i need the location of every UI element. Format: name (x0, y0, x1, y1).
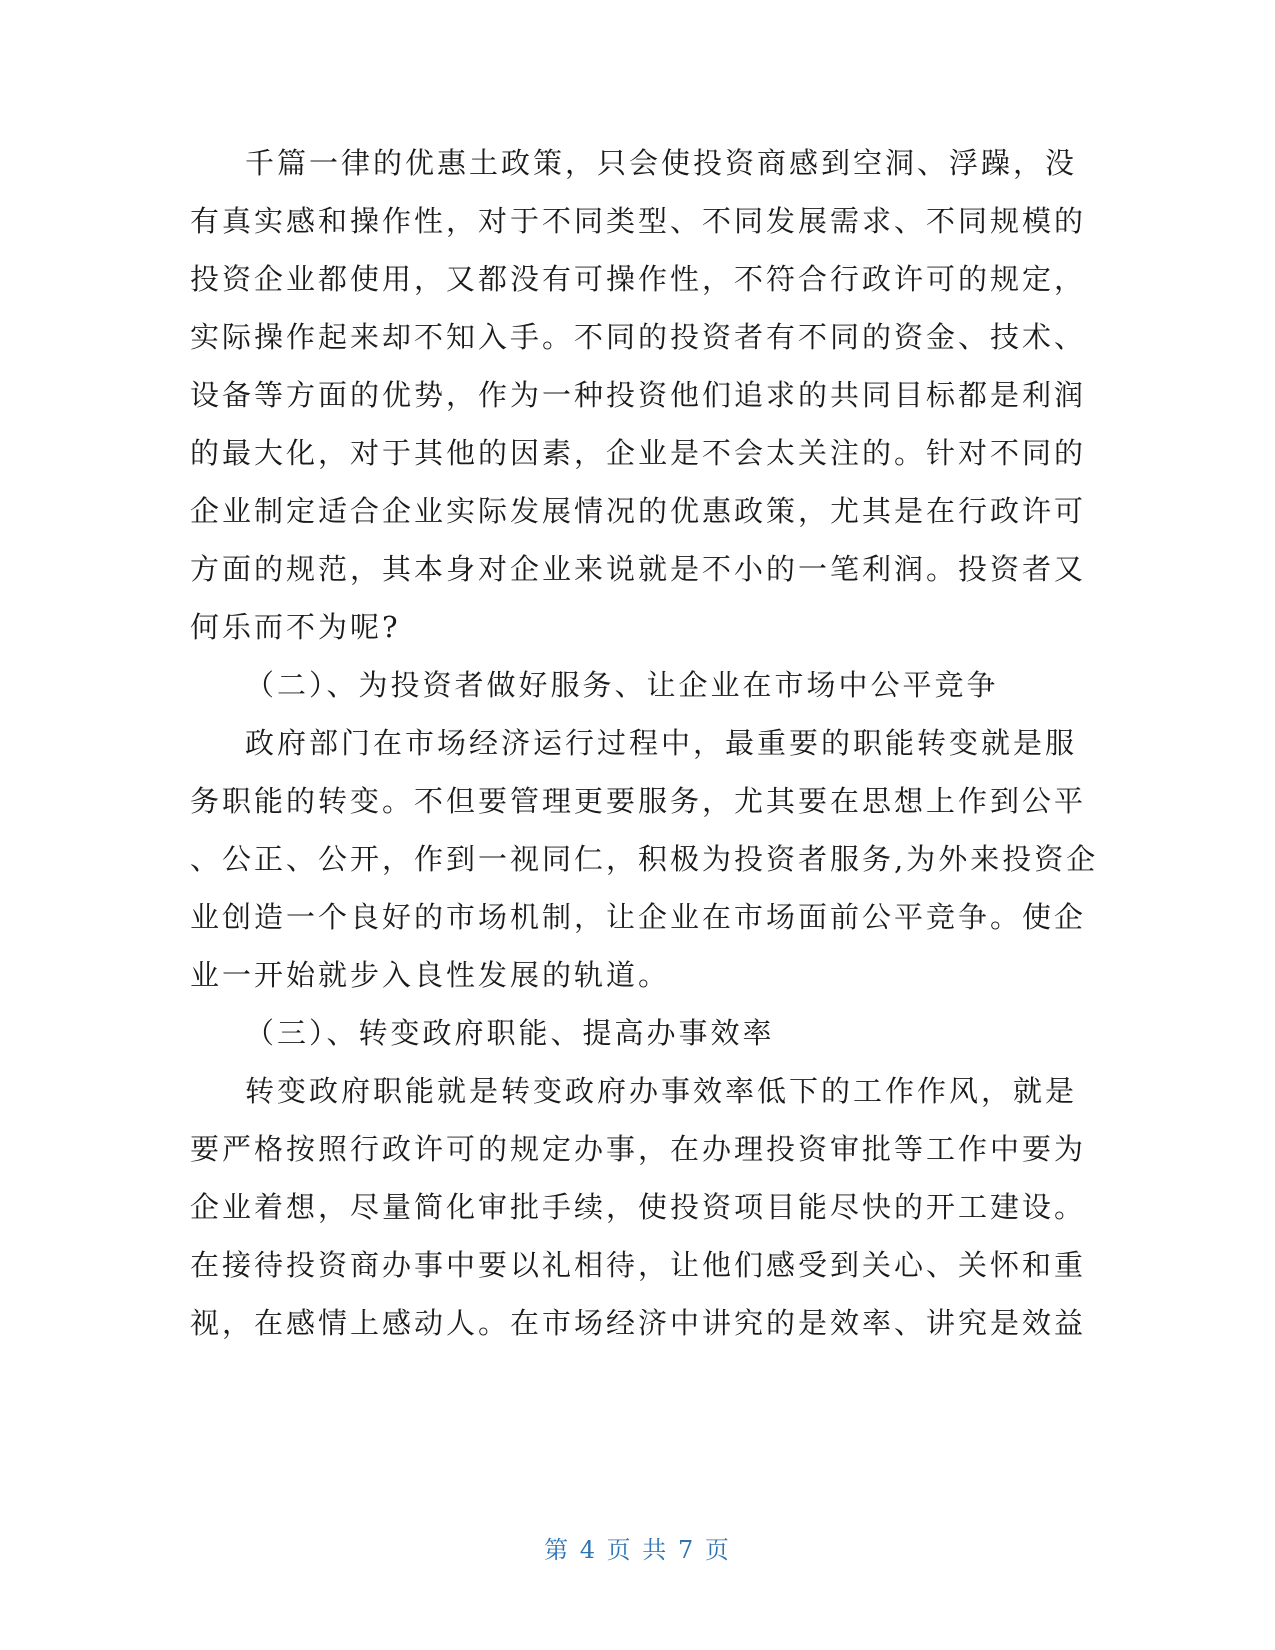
section-heading: （二）、为投资者做好服务、让企业在市场中公平竞争 (245, 668, 999, 702)
paragraph-line: 投资企业都使用，又都没有可操作性，不符合行政许可的规定， (190, 262, 1087, 296)
paragraph-line: 视，在感情上感动人。在市场经济中讲究的是效率、讲究是效益 (190, 1306, 1087, 1340)
page-number-footer: 第 4 页 共 7 页 (544, 1536, 731, 1564)
paragraph-line: 企业着想，尽量简化审批手续，使投资项目能尽快的开工建设。 (190, 1190, 1087, 1224)
paragraph-line: 设备等方面的优势，作为一种投资他们追求的共同目标都是利润 (190, 378, 1087, 412)
section-heading: （三）、转变政府职能、提高办事效率 (245, 1016, 775, 1050)
paragraph-line: 要严格按照行政许可的规定办事，在办理投资审批等工作中要为 (190, 1132, 1087, 1166)
paragraph-line: 业创造一个良好的市场机制，让企业在市场面前公平竞争。使企 (190, 900, 1087, 934)
paragraph-line: 在接待投资商办事中要以礼相待，让他们感受到关心、关怀和重 (190, 1248, 1087, 1282)
paragraph-line: 何乐而不为呢? (190, 610, 401, 644)
paragraph-line: 转变政府职能就是转变政府办事效率低下的工作作风，就是 (245, 1074, 1078, 1108)
paragraph-line: 有真实感和操作性，对于不同类型、不同发展需求、不同规模的 (190, 204, 1087, 238)
paragraph-line: 政府部门在市场经济运行过程中，最重要的职能转变就是服 (245, 726, 1078, 760)
paragraph-line: 千篇一律的优惠土政策，只会使投资商感到空洞、浮躁，没 (245, 146, 1078, 180)
paragraph-line: 、公正、公开，作到一视同仁，积极为投资者服务,为外来投资企 (190, 842, 1099, 876)
paragraph-line: 务职能的转变。不但要管理更要服务，尤其要在思想上作到公平 (190, 784, 1087, 818)
paragraph-line: 业一开始就步入良性发展的轨道。 (190, 958, 671, 992)
paragraph-line: 方面的规范，其本身对企业来说就是不小的一笔利润。投资者又 (190, 552, 1087, 586)
paragraph-line: 的最大化，对于其他的因素，企业是不会太关注的。针对不同的 (190, 436, 1087, 470)
paragraph-line: 实际操作起来却不知入手。不同的投资者有不同的资金、技术、 (190, 320, 1087, 354)
paragraph-line: 企业制定适合企业实际发展情况的优惠政策，尤其是在行政许可 (190, 494, 1087, 528)
